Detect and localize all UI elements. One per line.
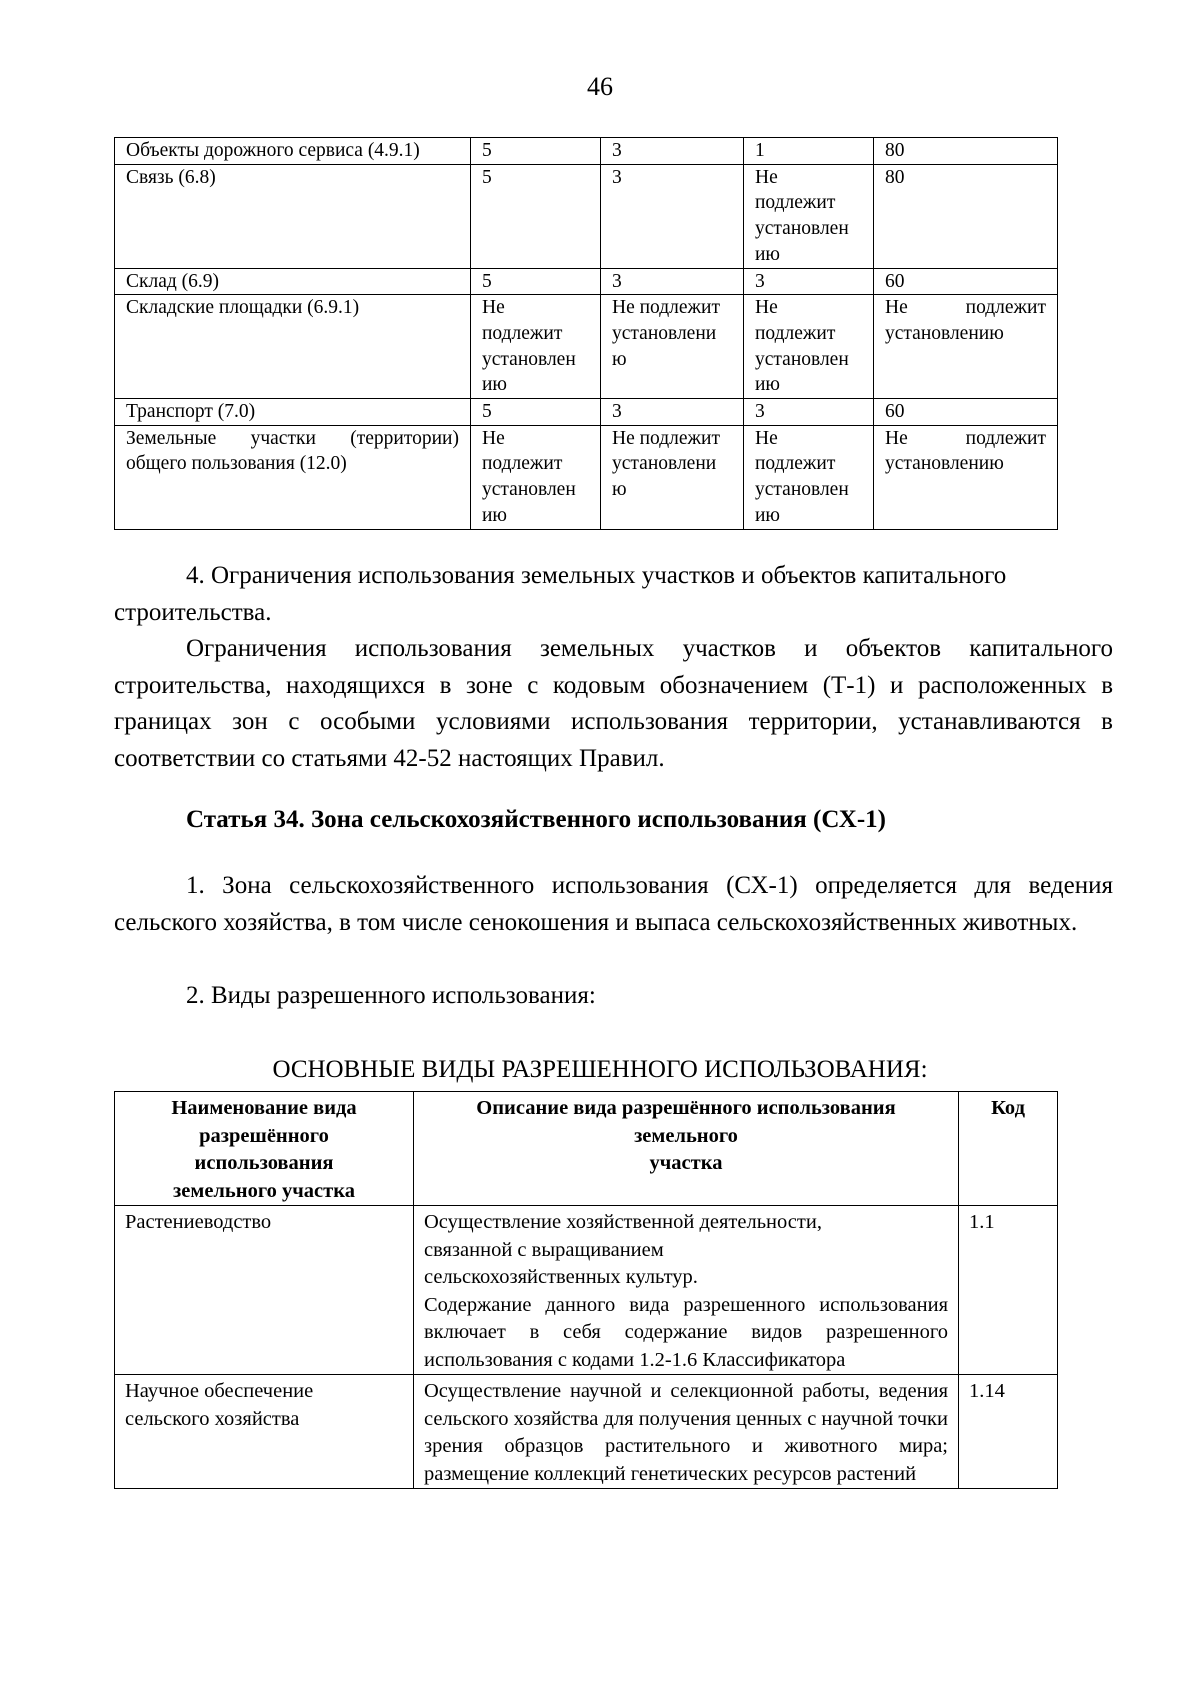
header-line: участка [649, 1152, 723, 1174]
header-line: Наименование вида [171, 1097, 357, 1119]
description-line: связанной с выращиванием [424, 1238, 664, 1261]
table-header-row [115, 1092, 1058, 1206]
description-line: сельскохозяйственных культур. [424, 1266, 698, 1288]
article-paragraph-1: 1. Зона сельскохозяйственного использования (СХ-1) определяется для ведения сельского хозяйства, в том числе сенокошения и выпаса сельскохозяйственных животных. [114, 872, 1113, 936]
section-4-body: Ограничения использования земельных участков и объектов капитального строительства, находящихся в зоне с кодовым обозначением (Т-1) и расположенных в границах зон с особыми условиями использования территории, устанавливаются в соответствии со статьями 42-52 настоящих Правил. [114, 635, 1113, 772]
table-cell: 5 [471, 399, 601, 426]
table-cell: 3 [744, 399, 874, 426]
table-cell-description: Осуществление научной и селекционной работы, ведения сельского хозяйства для получения ценных с научной точки зрения образцов растительного и животного мира; размещение коллекций генетических ресурсов растений [414, 1375, 959, 1489]
table-row [115, 1375, 1058, 1489]
table-cell: 3 [601, 164, 744, 268]
table-cell: Не подлежит установлени ю [601, 425, 744, 529]
table-row [115, 1206, 1058, 1375]
header-line: использования [194, 1152, 334, 1174]
name-line: Научное обеспечение [125, 1380, 314, 1402]
table-cell: Не подлежит установлению [874, 295, 1058, 399]
table-cell-code: 1.1 [959, 1206, 1058, 1375]
table-row [115, 295, 1058, 399]
permitted-use-table [114, 1091, 1058, 1489]
table-cell: 3 [601, 399, 744, 426]
page-number: 46 [587, 72, 613, 101]
table-cell: 5 [471, 138, 601, 165]
table-cell-name: Объекты дорожного сервиса (4.9.1) [115, 138, 471, 165]
table-cell: 5 [471, 164, 601, 268]
table-cell: 80 [874, 138, 1058, 165]
table-cell: Не подлежит установлен ию [471, 295, 601, 399]
table-row [115, 268, 1058, 295]
table-cell-name: Склад (6.9) [115, 268, 471, 295]
section-4-title: 4. Ограничения использования земельных участков и объектов капитального строительства. [114, 562, 1007, 626]
description-paragraph: Содержание данного вида разрешенного использования включает в себя содержание видов разрешенного использования с кодами 1.2-1.6 Классификатора [424, 1293, 948, 1371]
table-row [115, 399, 1058, 426]
table-cell: 60 [874, 268, 1058, 295]
table-cell: Не подлежит установлен ию [744, 425, 874, 529]
header-line: земельного участка [173, 1179, 355, 1202]
table-cell: 3 [744, 268, 874, 295]
table-caption: ОСНОВНЫЕ ВИДЫ РАЗРЕШЕННОГО ИСПОЛЬЗОВАНИЯ: [272, 1056, 928, 1083]
table-cell-name: Транспорт (7.0) [115, 399, 471, 426]
table-cell: 80 [874, 164, 1058, 268]
zone-parameters-table [114, 137, 1058, 530]
table-cell: Не подлежит установлен ию [744, 164, 874, 268]
table-cell-name: Складские площадки (6.9.1) [115, 295, 471, 399]
table-cell-name: Земельные участки (территории) общего пользования (12.0) [115, 425, 471, 529]
table-cell: Не подлежит установлен ию [744, 295, 874, 399]
column-header-code: Код [959, 1092, 1058, 1206]
table-cell-name: Растениеводство [115, 1206, 414, 1375]
description-line: Осуществление хозяйственной деятельности, [424, 1211, 822, 1233]
table-cell: Не подлежит установлени ю [601, 295, 744, 399]
column-header-description [414, 1092, 959, 1206]
table-cell-name: Связь (6.8) [115, 164, 471, 268]
table-cell: 3 [601, 138, 744, 165]
table-cell: 1 [744, 138, 874, 165]
name-line: сельского хозяйства [125, 1407, 300, 1430]
table-row [115, 425, 1058, 529]
table-cell-code: 1.14 [959, 1375, 1058, 1489]
table-cell: Не подлежит установлению [874, 425, 1058, 529]
table-cell: 60 [874, 399, 1058, 426]
table-row [115, 138, 1058, 165]
column-header-name [115, 1092, 414, 1206]
table-row [115, 164, 1058, 268]
table-cell: 5 [471, 268, 601, 295]
header-line: Описание вида разрешённого использования [476, 1097, 896, 1119]
table-cell: 3 [601, 268, 744, 295]
table-cell-name [115, 1375, 414, 1489]
table-cell-description [414, 1206, 959, 1375]
header-line: земельного [634, 1124, 738, 1147]
article-paragraph-2: 2. Виды разрешенного использования: [186, 982, 596, 1009]
table-cell: Не подлежит установлен ию [471, 425, 601, 529]
header-line: разрешённого [199, 1124, 329, 1147]
article-heading: Статья 34. Зона сельскохозяйственного использования (СХ-1) [186, 806, 886, 833]
